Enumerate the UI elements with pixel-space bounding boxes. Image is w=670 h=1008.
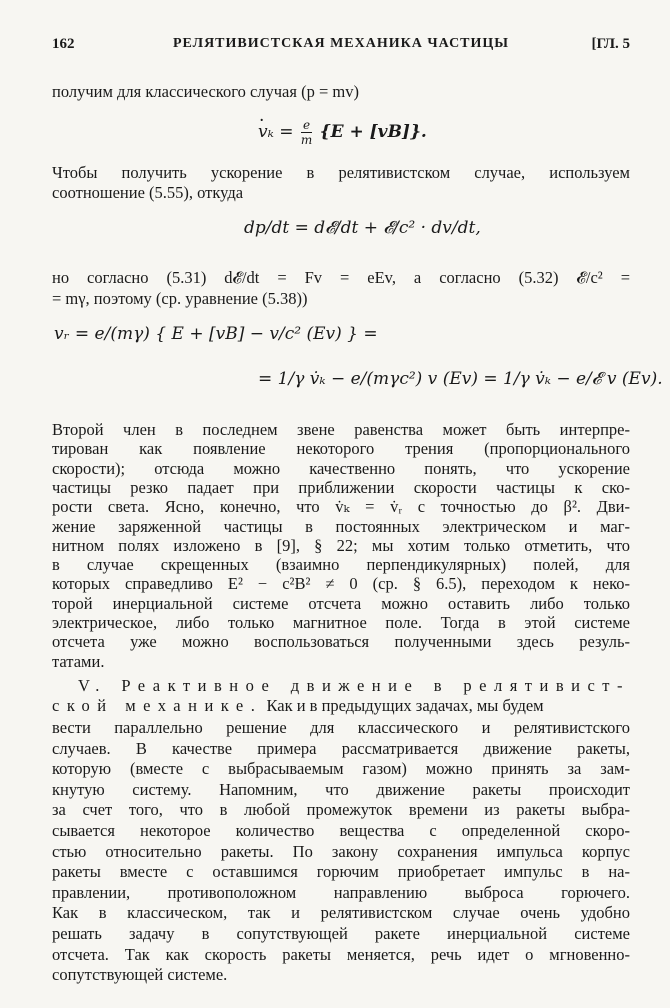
page-number: 162 [52, 36, 75, 52]
eq1-numerator: e [301, 118, 312, 133]
eq1-lhs: · vₖ [258, 122, 274, 142]
text-line: которую (вместе с выбрасываемым газом) можно принять за зам- [52, 759, 630, 779]
text-line: торой инерциальной системе отсчета можно оставить либо только [52, 593, 630, 613]
section-heading-line2 [52, 696, 630, 716]
equation-classical-acceleration: · vₖ = $\frac{e}{m}$ {E + [vB]}. [258, 118, 427, 147]
text-line: отсчета. Так как скорость ракеты меняется, речь идет о мгновенно- [52, 944, 630, 964]
text-line: отсчета уже можно воспользоваться полученными здесь резуль- [52, 632, 630, 652]
eq2-lhs: dp/dt = [244, 218, 309, 238]
text-line: Как в классическом, так и релятивистском случае очень удобно [52, 903, 630, 923]
equation-relativistic-line1: vᵣ = e/(mγ) { E + [vB] − v/c² (Ev) } = [54, 324, 378, 344]
text-line: = mγ, поэтому (ср. уравнение (5.38)) [52, 289, 308, 308]
text-line: Второй член в последнем звене равенства может быть интерпре- [52, 420, 630, 439]
text-line: стью относительно ракеты. По закону сохранения импульса корпус [52, 841, 630, 861]
text-line: в случае скрещенных (взаимно перпендикулярных) полей, для [52, 555, 630, 575]
text-line: частицы резко падает при приближении скорости частицы к ско- [52, 477, 630, 497]
text-line: нитном полях изложено в [9], § 22; мы хотим только отметить, что [52, 535, 630, 555]
text-line: правлении, противоположном направлению выброса горючего. [52, 882, 630, 902]
running-header [52, 36, 630, 58]
section-heading-reactive-motion: V. Реактивное движение в релятивист- [78, 676, 630, 695]
running-title: РЕЛЯТИВИСТСКАЯ МЕХАНИКА ЧАСТИЦЫ [172, 36, 510, 51]
eq2-rhs: d𝓔/dt + 𝓔/c² · dv/dt, [314, 218, 481, 238]
section-text: Как и в предыдущих задачах, мы будем [266, 696, 544, 715]
text-line-classical: получим для классического случая (p = mv) [52, 82, 359, 101]
text-line: Чтобы получить ускорение в релятивистском случае, используем [52, 163, 630, 182]
equation-relativistic-line2: = 1/γ v̇ₖ − e/(mγc²) v (Ev) = 1/γ v̇ₖ − e/𝓔 v (Ev). [258, 369, 663, 389]
text-line: рости света. Ясно, конечно, что v̇ₖ = v̇ᵣ с точностью до β². Дви- [52, 497, 630, 517]
section-heading-continuation: ской механике. [52, 696, 263, 715]
text-line: кнутую систему. Напомним, что движение ракеты происходит [52, 779, 630, 799]
text-line: но согласно (5.31) d𝓔/dt = Fv = eEv, а согласно (5.32) 𝓔/c² = [52, 268, 630, 287]
text-line: соотношение (5.55), откуда [52, 183, 244, 202]
text-line: сопутствующей системе. [52, 965, 228, 985]
text-line: татами. [52, 651, 105, 671]
text-line: электрическое, либо только магнитное поле. Тогда в этой системе [52, 613, 630, 632]
text-line: которых справедливо E² − c²B² ≠ 0 (ср. § 6.5), переходом к неко- [52, 574, 630, 594]
text-line: ракеты вместе с оставшимся горючим приобретает импульс в на- [52, 862, 630, 882]
text-line: скорости); отсюда можно качественно понять, что ускорение [52, 458, 630, 478]
equation-momentum-derivative [244, 218, 481, 238]
text-line: сывается некоторое количество вещества с определенной скоро- [52, 821, 630, 840]
text-line: жение заряженной частицы в постоянных электрическом и маг- [52, 516, 630, 536]
text-line: тирован как появление некоторого трения (пропорционального [52, 439, 630, 459]
text-line: решать задачу в сопутствующей ракете инерциальной системе [52, 924, 630, 943]
text-line: за счет того, что в любой промежуток времени из ракеты выбра- [52, 800, 630, 820]
eq1-fraction [301, 118, 312, 147]
chapter-label: [ГЛ. 5 [591, 36, 630, 52]
eq1-rhs: {E + [vB]}. [319, 122, 427, 142]
eq1-denominator: m [300, 133, 313, 147]
text-line: случаев. В качестве примера рассматривается движение ракеты, [52, 738, 630, 758]
text-line: вести параллельно решение для классического и релятивистского [52, 718, 630, 737]
